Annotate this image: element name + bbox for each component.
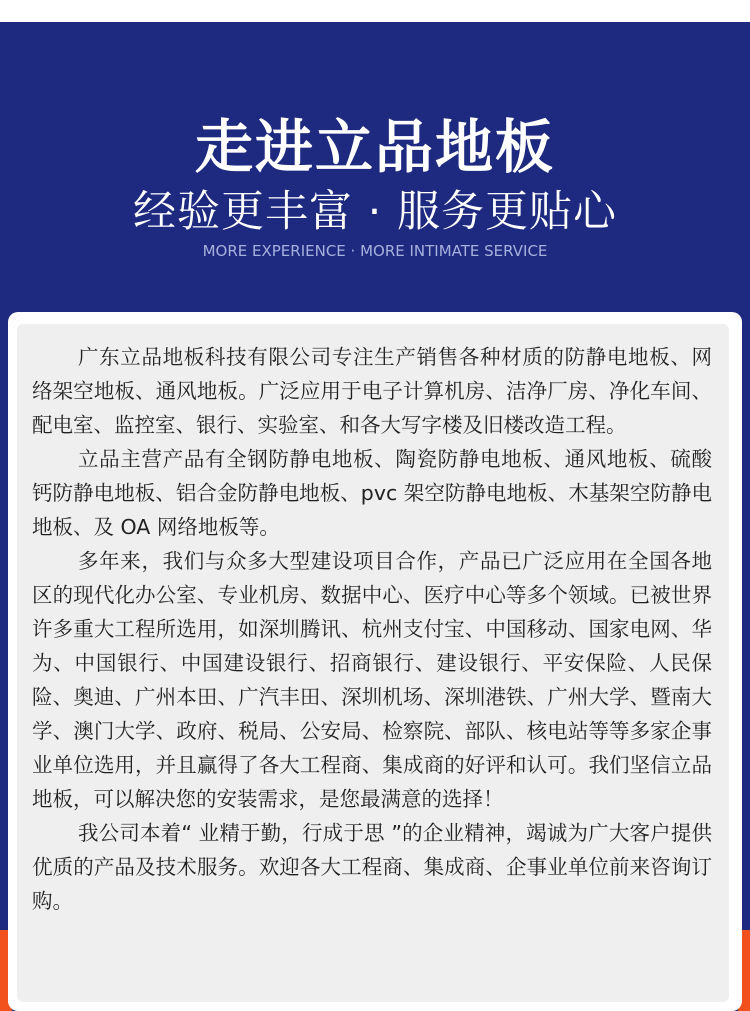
page-subtitle: 经验更丰富 · 服务更贴心 — [132, 187, 617, 237]
clients-paragraph: 多年来，我们与众多大型建设项目合作，产品已广泛应用在全国各地区的现代化办公室、专业机房、数据中心、医疗中心等多个领域。已被世界许多重大工程所选用，如深圳腾讯、杭州支付宝、中国移动、国家电网、华为、中国银行、中国建设银行、招商银行、建设银行、平安保险、人民保险、奥迪、广州本田、广汽丰田、深圳机场、深圳港铁、广州大学、暨南大学、澳门大学、政府、税局、公安局、检察院、部队、核电站等等多家企事业单位选用，并且赢得了各大工程商、集成商的好评和认可。我们坚信立品地板，可以解决您的安装需求，是您最满意的选择！ — [32, 549, 712, 811]
products-paragraph: 立品主营产品有全钢防静电地板、陶瓷防静电地板、通风地板、硫酸钙防静电地板、铝合金防静电地板、pvc 架空防静电地板、木基架空防静电地板、及 OA 网络地板等。 — [32, 447, 712, 539]
page-title: 走进立品地板 — [194, 113, 555, 181]
closing-paragraph: 我公司本着“ 业精于勤，行成于思 ”的企业精神，竭诚为广大客户提供优质的产品及技术服务。欢迎各大工程商、集成商、企事业单位前来咨询订购。 — [32, 821, 712, 913]
english-tagline: MORE EXPERIENCE · MORE INTIMATE SERVICE — [202, 242, 548, 260]
company-intro — [32, 340, 712, 918]
intro-paragraph: 广东立品地板科技有限公司专注生产销售各种材质的防静电地板、网络架空地板、通风地板。广泛应用于电子计算机房、洁净厂房、净化车间、配电室、监控室、银行、实验室、和各大写字楼及旧楼改造工程。 — [32, 345, 712, 437]
